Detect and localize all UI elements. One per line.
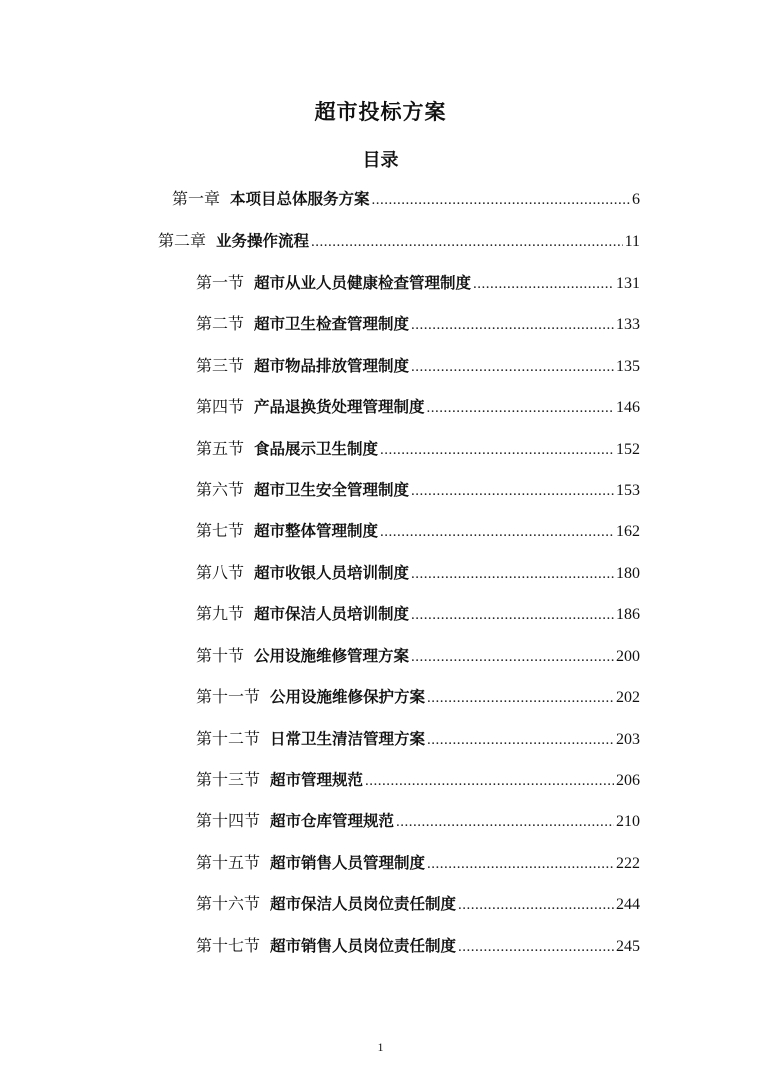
toc-entry-page: 203 [616,731,640,748]
toc-entry-title: 超市管理规范 [270,771,364,789]
toc-entry-title: 食品展示卫生制度 [254,440,379,458]
toc-entry-title: 超市保洁人员岗位责任制度 [270,895,457,913]
toc-entry-number: 第十节 [196,646,245,665]
document-title: 超市投标方案 [314,100,447,124]
toc-entry-page: 200 [616,648,640,665]
toc-entry-title: 超市卫生检查管理制度 [254,315,410,333]
toc-entry-page: 135 [616,358,640,375]
toc-entry-page: 131 [616,275,640,292]
toc-entry[interactable] [196,808,640,832]
toc-entry-page: 6 [632,191,640,208]
toc-entry[interactable] [196,560,640,584]
toc-entry[interactable] [196,477,640,501]
toc-entry[interactable] [196,436,640,460]
toc-entry-page: 133 [616,316,640,333]
toc-leader-dots [473,276,614,293]
toc-entry-number: 第二章 [158,231,207,250]
toc-entry[interactable] [172,186,640,210]
toc-entry-page: 186 [616,606,640,623]
toc-leader-dots [365,773,614,790]
toc-entry-title: 日常卫生清洁管理方案 [270,730,426,748]
toc-entry[interactable] [196,270,640,294]
toc-entry-title: 超市从业人员健康检查管理制度 [254,274,472,292]
toc-entry-title: 超市卫生安全管理制度 [254,481,410,499]
toc-entry-page: 11 [624,233,640,250]
toc-entry-page: 180 [616,565,640,582]
toc-entry-number: 第十五节 [196,853,261,872]
toc-entry-page: 244 [616,896,640,913]
toc-leader-dots [411,317,614,334]
toc-entry-number: 第十六节 [196,894,261,913]
toc-leader-dots [411,359,614,376]
toc-entry-title: 超市物品排放管理制度 [254,357,410,375]
toc-entry-page: 202 [616,689,640,706]
toc-leader-dots [411,649,614,666]
toc-entry-page: 146 [616,399,640,416]
toc-entry[interactable] [158,228,640,252]
toc-entry[interactable] [196,601,640,625]
toc-leader-dots [427,856,614,873]
toc-entry[interactable] [196,726,640,750]
toc-entry-number: 第二节 [196,314,245,333]
toc-leader-dots [427,400,614,417]
toc-entry[interactable] [196,891,640,915]
toc-entry[interactable] [196,767,640,791]
toc-entry[interactable] [196,684,640,708]
toc-leader-dots [380,442,614,459]
toc-heading: 目录 [362,150,399,171]
toc-entry-number: 第十七节 [196,936,261,955]
toc-entry-number: 第四节 [196,397,245,416]
toc-leader-dots [311,234,623,251]
toc-leader-dots [372,192,630,209]
toc-entry-number: 第一章 [172,189,221,208]
toc-leader-dots [380,524,614,541]
toc-entry-page: 206 [616,772,640,789]
toc-entry-title: 超市收银人员培训制度 [254,564,410,582]
toc-leader-dots [427,732,614,749]
toc-entry-number: 第十四节 [196,811,261,830]
toc-entry-page: 245 [616,938,640,955]
toc-entry-title: 超市仓库管理规范 [270,812,395,830]
toc-entry-title: 本项目总体服务方案 [230,190,370,208]
toc-entry[interactable] [196,643,640,667]
toc-entry-title: 超市销售人员管理制度 [270,854,426,872]
toc-entry-number: 第七节 [196,521,245,540]
toc-leader-dots [458,897,614,914]
toc-entry[interactable] [196,311,640,335]
toc-entry-page: 162 [616,523,640,540]
toc-entry-title: 业务操作流程 [216,232,310,250]
toc-entry-title: 超市销售人员岗位责任制度 [270,937,457,955]
toc-entry[interactable] [196,850,640,874]
toc-entry-title: 超市整体管理制度 [254,522,379,540]
toc-entry-page: 153 [616,482,640,499]
toc-entry-number: 第十一节 [196,687,261,706]
page-number: 1 [377,1040,384,1054]
toc-entry-page: 222 [616,855,640,872]
toc-entry[interactable] [196,518,640,542]
toc-leader-dots [396,814,614,831]
toc-entry-number: 第十三节 [196,770,261,789]
toc-entry-page: 152 [616,441,640,458]
toc-entry-title: 公用设施维修管理方案 [254,647,410,665]
toc-entry-number: 第三节 [196,356,245,375]
toc-entry-page: 210 [616,813,640,830]
toc-entry-number: 第六节 [196,480,245,499]
toc-entry-title: 公用设施维修保护方案 [270,688,426,706]
toc-entry-number: 第九节 [196,604,245,623]
toc-leader-dots [411,607,614,624]
toc-entry-title: 产品退换货处理管理制度 [254,398,425,416]
toc-entry[interactable] [196,933,640,957]
toc-entry-number: 第一节 [196,273,245,292]
toc-leader-dots [458,939,614,956]
toc-entry[interactable] [196,353,640,377]
toc-leader-dots [427,690,614,707]
toc-leader-dots [411,566,614,583]
toc-entry-number: 第八节 [196,563,245,582]
toc-leader-dots [411,483,614,500]
toc-entry-title: 超市保洁人员培训制度 [254,605,410,623]
toc-entry-number: 第十二节 [196,729,261,748]
toc-entry[interactable] [196,394,640,418]
toc-entry-number: 第五节 [196,439,245,458]
